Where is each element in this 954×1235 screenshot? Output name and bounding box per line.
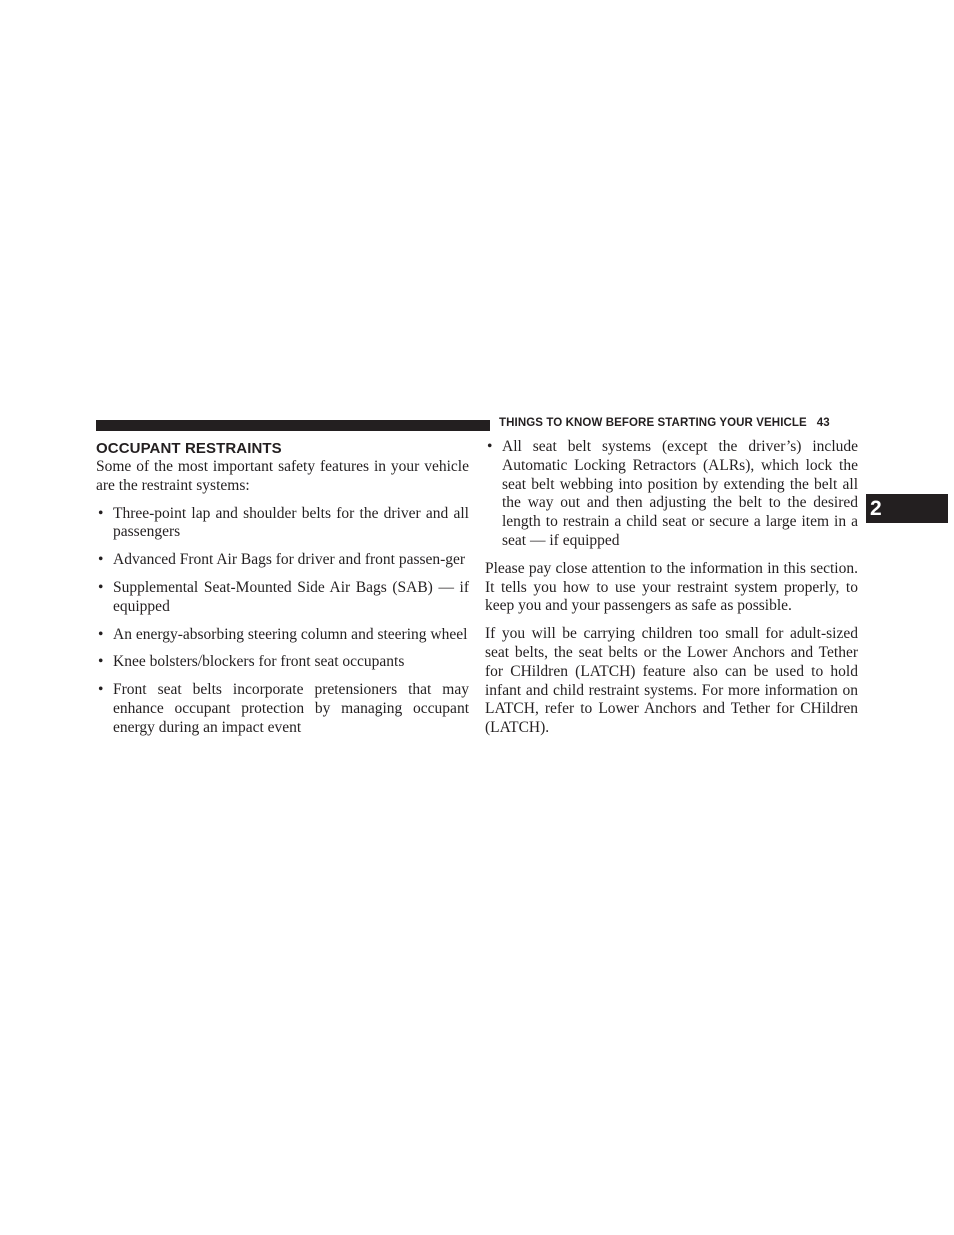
list-item: • Knee bolsters/blockers for front seat occupants (98, 653, 405, 671)
chapter-tab: 2 (866, 494, 948, 523)
bullet-icon: • (98, 653, 104, 671)
running-header (499, 417, 858, 433)
body-paragraph: If you will be carrying children too small for adult-sized seat belts, the seat belts or the Lower Anchors and Tether for CHildren (LATCH) feature also can be used to hold infant and child restraint systems. For more information on LATCH, refer to Lower Anchors and Tether for CHildren (LATCH). (485, 625, 858, 737)
section-heading: OCCUPANT RESTRAINTS (96, 440, 282, 457)
list-item: • Advanced Front Air Bags for driver and front passen-ger (98, 551, 466, 569)
body-paragraph: Please pay close attention to the information in this section. It tells you how to use your restraint system properly, to keep you and your passengers as safe as possible. (485, 559, 858, 615)
list-item: • All seat belt systems (except the driver’s) include Automatic Locking Retractors (ALRs), which lock the seat belt webbing into position by extending the belt all the way out and then adjusting the belt to the desired length to restrain a child seat or secure a large item in a seat — if equipped (487, 438, 858, 549)
list-item: • Supplemental Seat-Mounted Side Air Bags (SAB) — if equipped (98, 578, 469, 615)
right-column (485, 438, 858, 738)
bullet-icon: • (98, 504, 104, 522)
bullet-icon: • (98, 681, 104, 699)
seat-belt-list (485, 438, 858, 551)
page-number: 43 (816, 417, 830, 429)
intro-paragraph: Some of the most important safety features in your vehicle are the restraint systems: (96, 458, 469, 494)
header-rule (96, 420, 490, 431)
bullet-icon: • (98, 578, 104, 596)
list-item: • An energy-absorbing steering column and steering wheel (98, 625, 468, 643)
restraint-features-list (96, 505, 469, 738)
bullet-icon: • (98, 551, 104, 569)
section-title: THINGS TO KNOW BEFORE STARTING YOUR VEHICLE (499, 417, 807, 429)
left-column (96, 438, 469, 747)
list-item: • Front seat belts incorporate pretensioners that may enhance occupant protection by managing occupant energy during an impact event (98, 681, 469, 736)
bullet-icon: • (487, 438, 493, 455)
bullet-icon: • (98, 625, 104, 643)
list-item: • Three-point lap and shoulder belts for the driver and all passengers (98, 504, 469, 541)
